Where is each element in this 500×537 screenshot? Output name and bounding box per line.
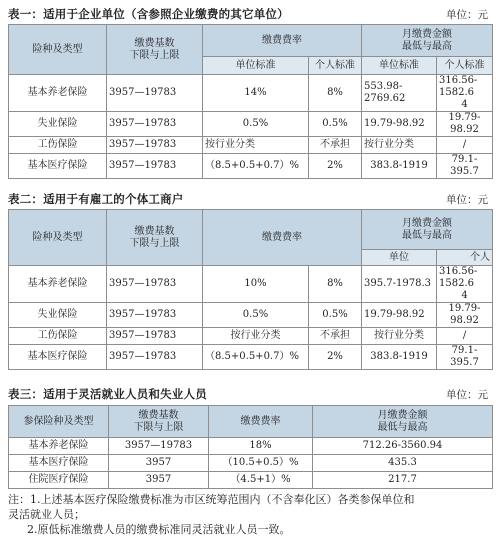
table-row: 失业保险 3957—19783 0.5% 0.5% 19.79-98.92 19.79-98.92 [9, 303, 493, 328]
table-row: 住院医疗保险 3957 （4.5+1）% 217.7 [9, 472, 493, 489]
table3-header-row [8, 386, 492, 402]
table-row: 工伤保险 3957—19783 按行业分类 不承担 按行业分类 / [9, 328, 493, 345]
table3-header-rate: 缴费费率 [209, 406, 313, 438]
table1 [8, 24, 493, 179]
table3-title: 表三：适用于灵活就业人员和失业人员 [8, 387, 207, 401]
table1-header-amt-person: 个人标准 [437, 57, 493, 75]
footnote-line-3: 2.原低标准缴费人员的缴费标准同灵活就业人员一致。 [27, 523, 291, 536]
table1-header-amount: 月缴费金额 最低与最高 [362, 25, 493, 57]
table-row: 基本医疗保险 3957—19783 （8.5+0.5+0.7）% 2% 383.8-1919 79.1-395.7 [9, 345, 493, 370]
table1-header-rate-unit: 单位标准 [203, 57, 309, 75]
footnote-line-1: 注：1.上述基本医疗保险缴费标准为市区统筹范围内（不含奉化区）各类参保单位和 [8, 493, 415, 506]
table1-header-rate: 缴费费率 [203, 25, 362, 57]
table3-header-amount: 月缴费金额 最低与最高 [313, 406, 493, 438]
table2 [8, 209, 493, 370]
table2-header-amount: 月缴费金额 最低与最高 [362, 210, 493, 250]
table1-header-type: 险种及类型 [9, 25, 107, 75]
table1-header-base: 缴费基数 下限与上限 [107, 25, 203, 75]
table-row: 基本医疗保险 3957 （10.5+0.5）% 435.3 [9, 455, 493, 472]
table-row: 工伤保险 3957—19783 按行业分类 不承担 按行业分类 / [9, 137, 493, 154]
table3-unit: 单位：元 [446, 389, 488, 401]
table2-header-amt-person: 个人 [437, 250, 493, 266]
footnote-line-2: 灵活就业人员； [8, 508, 85, 521]
table1-header-amt-unit: 单位标准 [362, 57, 437, 75]
table-row: 基本医疗保险 3957—19783 （8.5+0.5+0.7）% 2% 383.8-1919 79.1-395.7 [9, 154, 493, 179]
table2-unit: 单位：元 [446, 194, 488, 206]
table3 [8, 405, 493, 489]
table2-header-type: 险种及类型 [9, 210, 107, 266]
footnotes [8, 492, 492, 537]
table-row: 基本养老保险 3957—19783 18% 712.26-3560.94 [9, 438, 493, 455]
table1-header-row [8, 6, 492, 22]
table-row: 失业保险 3957—19783 0.5% 0.5% 19.79-98.92 19.79-98.92 [9, 112, 493, 137]
table2-header-rate: 缴费费率 [203, 210, 362, 266]
table1-unit: 单位：元 [446, 9, 488, 21]
table-row: 基本养老保险 3957—19783 14% 8% 553.98-2769.62 316.56-1582.6 4 [9, 75, 493, 112]
table3-header-base: 缴费基数 下限与上限 [109, 406, 209, 438]
table2-title: 表二：适用于有雇工的个体工商户 [8, 192, 184, 206]
table2-header-amt-unit: 单位 [362, 250, 437, 266]
table1-title: 表一：适用于企业单位（含参照企业缴费的其它单位） [8, 7, 289, 21]
table2-header-base: 缴费基数 下限与上限 [107, 210, 203, 266]
table1-header-rate-person: 个人标准 [309, 57, 362, 75]
table-row: 基本养老保险 3957—19783 10% 8% 395.7-1978.3 316.56-1582.6 4 [9, 266, 493, 303]
table3-header-type: 参保险种及类型 [9, 406, 109, 438]
table2-header-row [8, 191, 492, 207]
